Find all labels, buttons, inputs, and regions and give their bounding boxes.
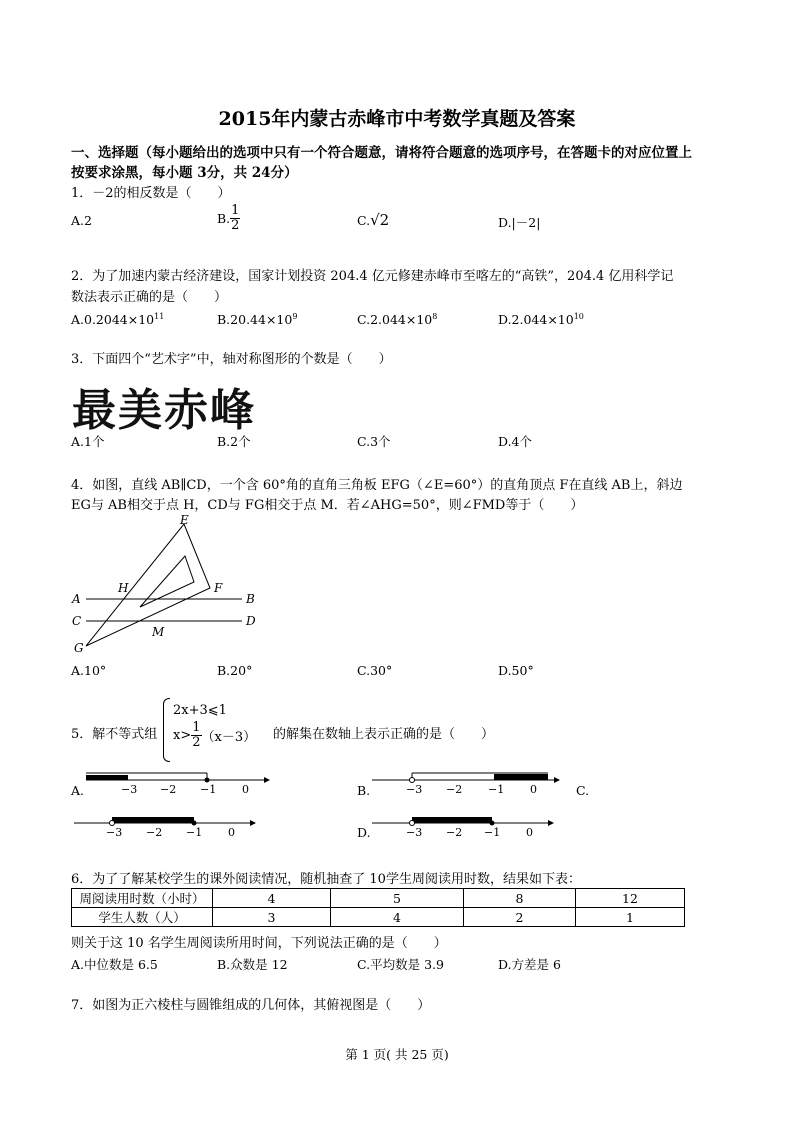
label-b: B (246, 592, 255, 606)
q4-option-d: D.50° (498, 663, 534, 678)
svg-text:0: 0 (530, 783, 537, 796)
q7-stem: 7．如图为正六棱柱与圆锥组成的几何体，其俯视图是（ ） (71, 998, 431, 1013)
closed-dot (192, 821, 197, 826)
svg-text:−3: −3 (406, 826, 423, 839)
number-line-b (370, 767, 565, 799)
label-a: A (72, 592, 81, 606)
svg-text:0: 0 (526, 826, 533, 839)
svg-text:−1: −1 (186, 826, 203, 839)
q6-stem: 6．为了了解某校学生的课外阅读情况，随机抽查了 10学生周阅读用时数，结果如下表： (71, 872, 581, 887)
shaded-segment (412, 817, 492, 823)
q4-option-c: C.30° (357, 663, 393, 678)
svg-text:−1: −1 (200, 783, 217, 796)
shaded-segment (86, 775, 128, 780)
label-h: H (118, 581, 129, 595)
q3-option-c: C.3个 (357, 434, 391, 449)
q1-stem: 1．－2的相反数是（ ） (71, 186, 231, 201)
label-e: E (180, 513, 189, 527)
label-g: G (74, 641, 84, 655)
q2-line2: 数法表示正确的是（ ） (71, 290, 228, 305)
q3-stem: 3．下面四个“艺术字”中，轴对称图形的个数是（ ） (71, 352, 392, 367)
table-row: 周阅读用时数（小时） 4 5 8 12 (72, 889, 685, 908)
svg-text:−2: −2 (146, 826, 163, 839)
q2-option-a: $A.0.2044\times 10^{11}$ (71, 312, 165, 328)
svg-text:0: 0 (228, 826, 235, 839)
q5-suffix: 的解集在数轴上表示正确的是（ ） (273, 727, 495, 742)
page-footer: 第 1 页( 共 25 页) (345, 1047, 449, 1062)
q5-brace (163, 698, 170, 762)
table-row: 学生人数（人） 3 4 2 1 (72, 908, 685, 927)
q3-option-d: D.4个 (498, 434, 533, 449)
q5-option-d-label: D. (357, 825, 371, 840)
section-heading-line2: 按要求涂黑，每小题 3分，共 24分） (71, 165, 298, 181)
svg-text:−1: −1 (484, 826, 501, 839)
triangle-efg (86, 524, 210, 646)
svg-text:−3: −3 (106, 826, 123, 839)
section-heading-line1: 一、选择题（每小题给出的选项中只有一个符合题意，请将符合题意的选项序号，在答题卡的对应位置上 (71, 145, 692, 161)
q4-geometry-figure (60, 512, 280, 657)
q4-option-b: B.20° (217, 663, 253, 678)
page-title: 2015年内蒙古赤峰市中考数学真题及答案 (218, 108, 576, 130)
q1-option-d: D.|－2| (498, 215, 541, 230)
q6-option-c: C.平均数是 3.9 (357, 957, 444, 972)
label-c: C (72, 614, 82, 628)
open-dot (110, 821, 115, 826)
q1-option-c: C.√2 (357, 211, 390, 229)
label-f: F (214, 581, 223, 595)
q1-option-a: A.2 (71, 213, 92, 228)
q5-option-a-label: A. (71, 783, 85, 798)
number-line-c (72, 810, 262, 842)
q2-option-c: $C.2.044\times 10^8$ (357, 312, 438, 328)
q4-option-a: A.10° (71, 663, 107, 678)
label-d: D (246, 614, 256, 628)
q3-option-a: A.1个 (71, 434, 105, 449)
art-text-image: 最美赤峰 (72, 385, 256, 436)
label-m: M (152, 625, 165, 639)
svg-text:−2: −2 (446, 826, 463, 839)
q6-question: 则关于这 10 名学生周阅读所用时间，下列说法正确的是（ ） (71, 936, 447, 951)
svg-text:−3: −3 (121, 783, 138, 796)
q5-prefix: 5．解不等式组 (71, 727, 158, 742)
open-dot (410, 778, 415, 783)
q2-option-d: $D.2.044\times 10^{10}$ (498, 312, 584, 328)
number-line-a (84, 767, 274, 799)
shaded-segment (112, 817, 194, 823)
svg-text:−2: −2 (160, 783, 177, 796)
q1-option-b: B. $\frac{1}{2}$ (217, 203, 240, 233)
svg-text:−3: −3 (406, 783, 423, 796)
q5-option-b-label: B. (357, 783, 371, 798)
svg-text:−2: −2 (446, 783, 463, 796)
q6-option-b: B.众数是 12 (217, 957, 288, 972)
q3-option-b: B.2个 (217, 434, 251, 449)
q4-line2: EG与 AB相交于点 H，CD与 FG相交于点 M．若∠AHG=50°，则∠FMD等于（ ） (71, 498, 584, 513)
q4-line1: 4．如图，直线 AB∥CD，一个含 60°角的直角三角板 EFG（∠E=60°）的直角顶点 F在直线 AB上，斜边 (71, 478, 683, 493)
q2-option-b: $B.20.44\times 10^9$ (217, 312, 298, 328)
q5-option-c-label: C. (576, 783, 590, 798)
q6-option-a: A.中位数是 6.5 (71, 957, 158, 972)
closed-dot (205, 778, 210, 783)
q6-data-table (71, 888, 685, 927)
q5-inequality-2: x> $\frac{1}{2}$ （x－3） (173, 720, 257, 750)
svg-text:−1: −1 (488, 783, 505, 796)
svg-text:0: 0 (242, 783, 249, 796)
closed-dot (490, 821, 495, 826)
open-dot (410, 821, 415, 826)
shaded-segment (494, 774, 548, 780)
q2-line1: 2．为了加速内蒙古经济建设，国家计划投资 204.4 亿元修建赤峰市至喀左的“高铁”，204.4 亿用科学记 (71, 269, 674, 284)
q5-inequality-1: 2x+3⩽1 (173, 703, 227, 718)
q6-option-d: D.方差是 6 (498, 957, 561, 972)
number-line-d (370, 810, 565, 842)
